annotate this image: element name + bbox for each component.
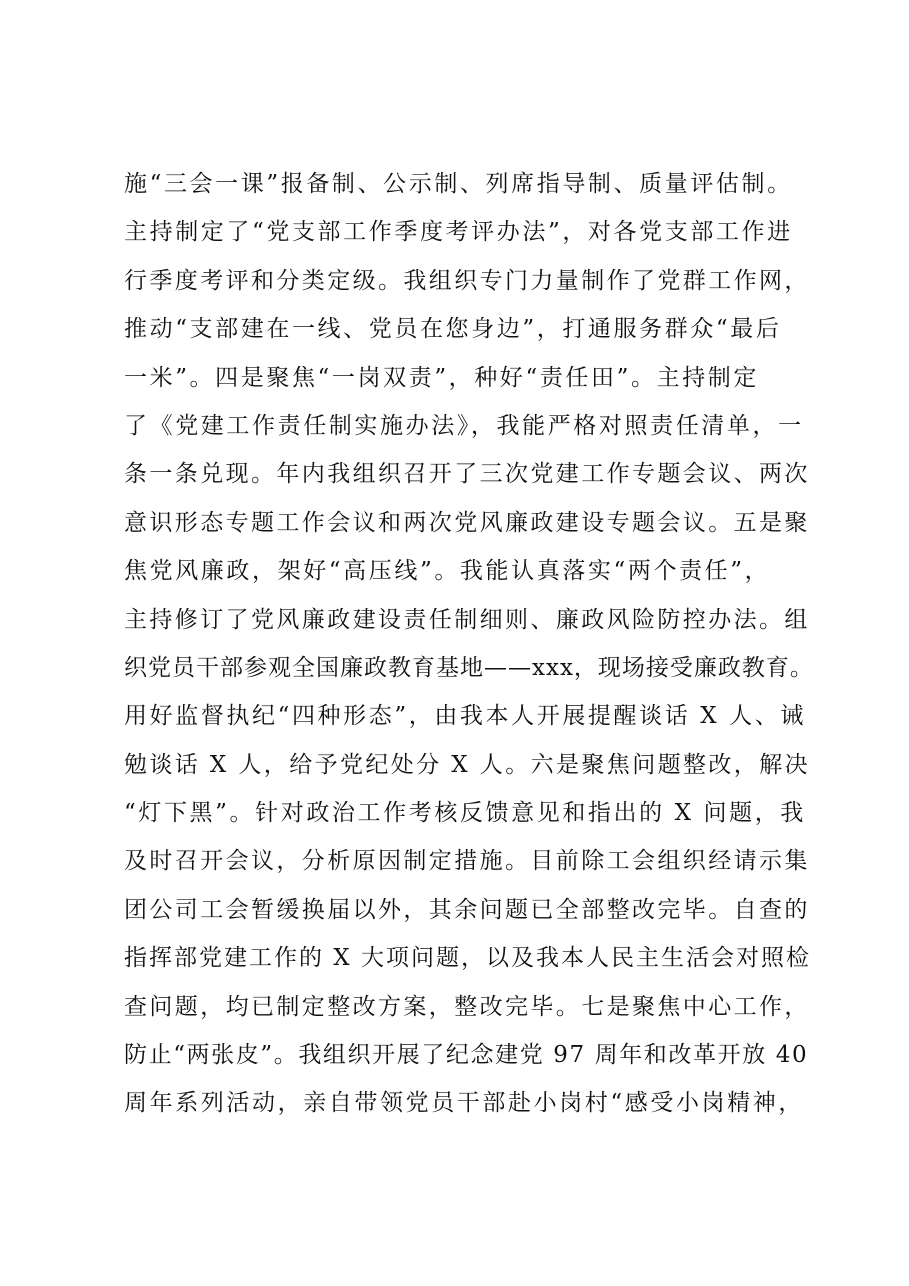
text-line: “灯下黑”。针对政治工作考核反馈意见和指出的 X 问题，我 <box>124 800 806 827</box>
text-line: 主持修订了党风廉政建设责任制细则、廉政风险防控办法。组 <box>124 606 810 633</box>
body-text <box>124 160 814 1128</box>
text-line: 查问题，均已制定整改方案，整改完毕。七是聚焦中心工作， <box>124 993 810 1020</box>
text-line: 了《党建工作责任制实施办法》，我能严格对照责任清单，一 <box>124 412 804 439</box>
text-line: 防止“两张皮”。我组织开展了纪念建党 97 周年和改革开放 40 <box>124 1042 809 1069</box>
text-line: 施“三会一课”报备制、公示制、列席指导制、质量评估制。 <box>124 171 793 197</box>
text-line: 意识形态专题工作会议和两次党风廉政建设专题会议。五是聚 <box>124 509 810 536</box>
text-line: 织党员干部参观全国廉政教育基地——xxx，现场接受廉政教育。 <box>124 654 814 681</box>
text-line: 行季度考评和分类定级。我组织专门力量制作了党群工作网， <box>124 267 810 294</box>
text-line: 及时召开会议，分析原因制定措施。目前除工会组织经请示集 <box>124 848 810 875</box>
text-line: 团公司工会暂缓换届以外，其余问题已全部整改完毕。自查的 <box>124 896 810 923</box>
text-line: 指挥部党建工作的 X 大项问题，以及我本人民主生活会对照检 <box>124 945 811 972</box>
text-line: 勉谈话 X 人，给予党纪处分 X 人。六是聚焦问题整改，解决 <box>124 751 810 778</box>
text-line: 焦党风廉政，架好“高压线”。我能认真落实“两个责任”， <box>124 558 771 585</box>
text-line: 推动“支部建在一线、党员在您身边”，打通服务群众“最后 <box>124 316 782 343</box>
text-line: 主持制定了“党支部工作季度考评办法”，对各党支部工作进 <box>124 219 793 246</box>
text-line: 条一条兑现。年内我组织召开了三次党建工作专题会议、两次 <box>124 461 810 488</box>
text-line: 用好监督执纪“四种形态”，由我本人开展提醒谈话 X 人、诫 <box>124 703 806 730</box>
text-line: 周年系列活动，亲自带领党员干部赴小岗村“感受小岗精神， <box>124 1090 804 1117</box>
text-line: 一米”。四是聚焦“一岗双责”，种好“责任田”。主持制定 <box>124 364 759 391</box>
